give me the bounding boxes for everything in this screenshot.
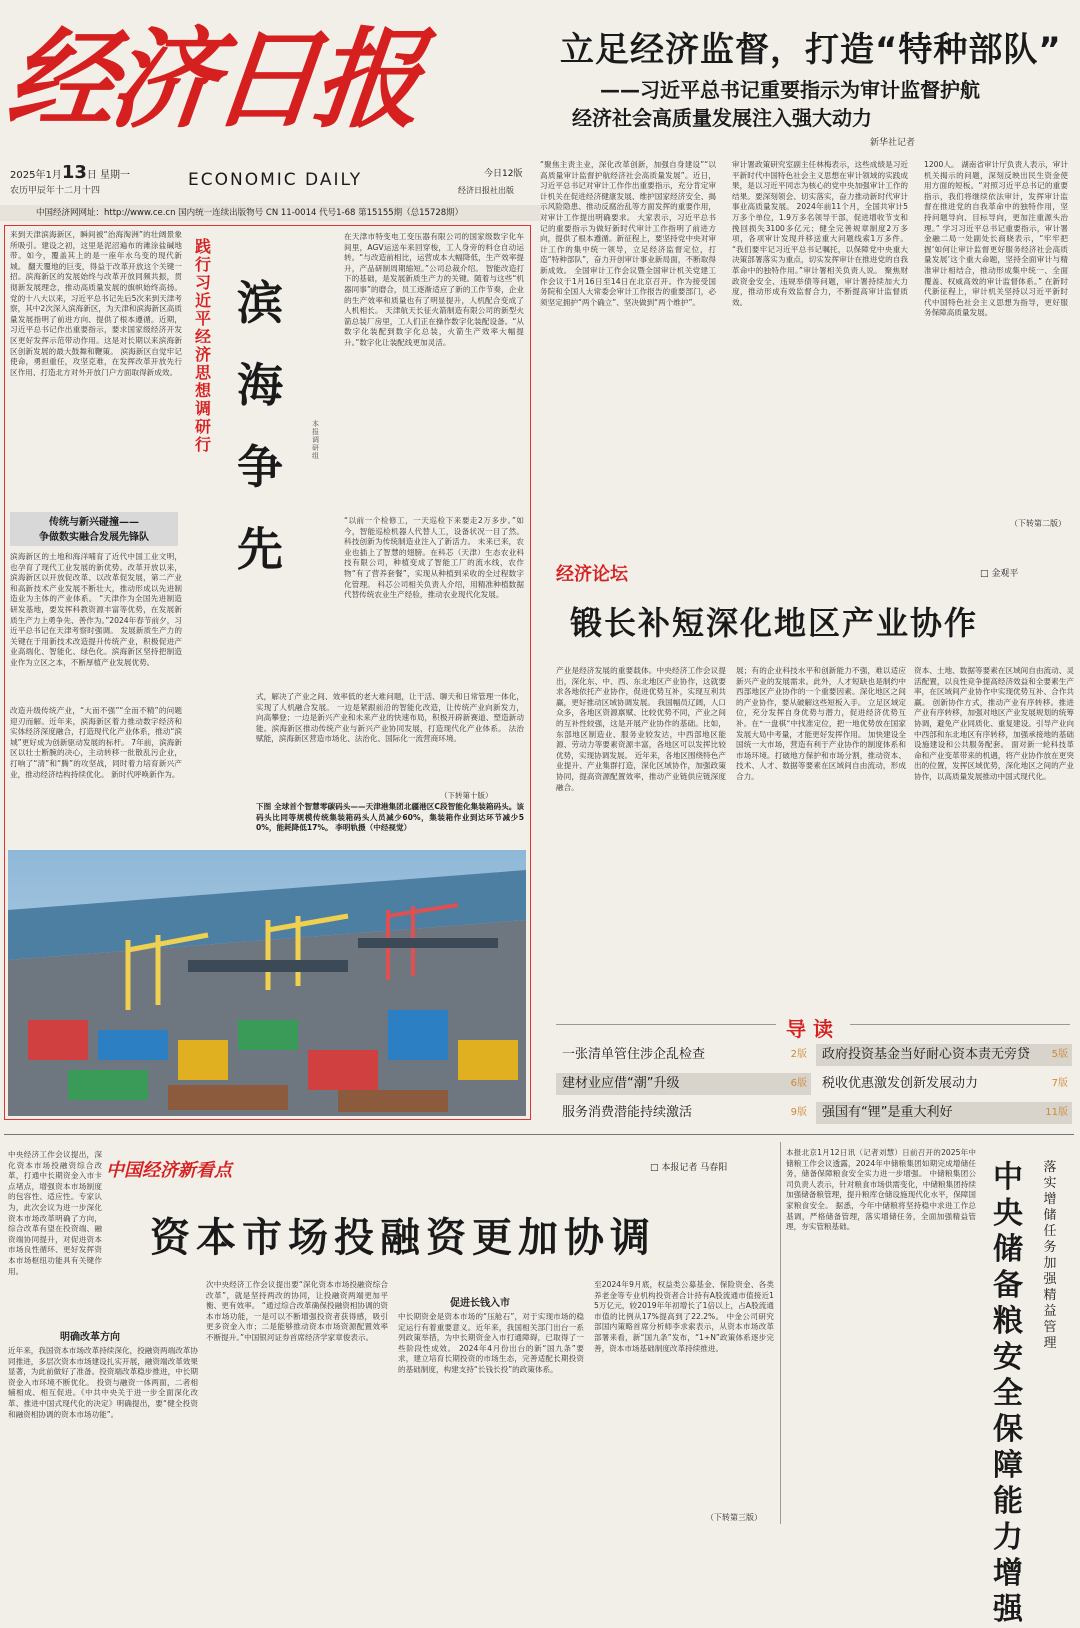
lead-column-3: 1200人。 湖南省审计厅负责人表示，审计机关揭示的问题，深刻反映出民生资金使用方面的短板。“对照习近平总书记的重要指示，我们将继续依法审计，发挥审计监督在推进党的自我革命中的独特作用，坚持问题导向、目标导向，更加注重源头治理。” 学习习近平总书记重要指示，审计署金融二局一处副处长商晓表示，“牢牢把握‘如何让审计监督更好服务经济社会高质量发展’这个重大命题，坚持全面审计与精准审计相结合，推动形成集中统一、全面覆盖、权威高效的审计监督体系。” 在新时代新征程上，审计机关坚持以习近平新时代中国特色社会主义思想为指导，更好服务保障高质量发展。 bbox=[924, 160, 1068, 318]
guide-item-page: 9版 bbox=[790, 1107, 807, 1118]
section-divider bbox=[4, 1134, 1074, 1135]
guide-item-text: 强国有“锂”是重大利好 bbox=[822, 1105, 953, 1120]
lunar-date: 农历甲辰年十二月十四 bbox=[10, 186, 101, 196]
guide-item-page: 2版 bbox=[790, 1049, 807, 1060]
guide-item-text: 服务消费潜能持续激活 bbox=[562, 1105, 693, 1120]
lead-byline: 新华社记者 bbox=[870, 138, 916, 148]
guide-item-text: 建材业应借“潮”升级 bbox=[562, 1076, 680, 1091]
feature-continue: （下转第十版） bbox=[440, 791, 493, 800]
newspaper-logo: 经济日报 bbox=[1, 17, 423, 143]
forum-column-3: 资本、土地、数据等要素在区域间自由流动、灵活配置，以良性竞争提高经济效益和全要素生产率，在区域间产业协作中实现优势互补、合作共赢。 创新协作方式，推动产业有序转移。推进产业有序转移，加强对地区产业发展规划的统筹协调，避免产业同质化、重复建设。引导产业向中西部和东北地区有序转移，加强承接地的基础设施建设和公共服务配套。 面对新一轮科技革命和产业变革带来的机遇，将产业协作放在更突出的位置，发挥区域优势，深化地区之间的产业协作，以高质量发展推动中国式现代化。 bbox=[914, 666, 1074, 781]
forum-label: 经济论坛 bbox=[556, 564, 628, 585]
guide-item-page: 11版 bbox=[1045, 1107, 1068, 1118]
guide-item[interactable] bbox=[816, 1044, 1072, 1066]
guide-title: 导 读 bbox=[786, 1017, 833, 1041]
guide-item-text: 政府投资基金当好耐心资本责无旁贷 bbox=[822, 1047, 1031, 1062]
date-month: 2025年1月 bbox=[10, 170, 62, 181]
date-day: 13 bbox=[61, 162, 87, 183]
photo-caption: 下图 全球首个智慧零碳码头——天津港集团北疆港区C段智能化集装箱码头。该码头比同等规模传统集装箱码头人员减少60%，集装箱作业到达环节减少50%，能耗降低17%。 李明轨摄（中经视觉） bbox=[256, 802, 524, 833]
guide-item-text: 税收优惠激发创新发展动力 bbox=[822, 1076, 979, 1091]
capital-section-label: 中国经济新看点 bbox=[106, 1160, 232, 1181]
capital-column-1: 近年来，我国资本市场改革持续深化，投融资两端改革协同推进，多层次资本市场建设扎实开展，融资端改革效果显著，为此前做好了准备。投资端改革稳步推进，中长期资金入市环境不断优化。 投资与融资一体两面，二者相辅相成、相互促进。《中共中央关于进一步全面深化改革、推进中国式现代化的决定》明确提出，要“健全投资和融资相协调的资本市场功能”。 bbox=[8, 1346, 198, 1419]
capital-subhead-2: 促进长钱入市 bbox=[450, 1298, 510, 1309]
english-name: ECONOMIC DAILY bbox=[188, 170, 363, 190]
feature-subhead-line-2: 争做数实融合发展先锋队 bbox=[39, 532, 149, 543]
guide-item[interactable] bbox=[556, 1044, 811, 1066]
capital-lead: 中央经济工作会议提出，深化资本市场投融资综合改革，打通中长期资金入市卡点堵点，增强资本市场制度的包容性、适应性。专家认为，此次会议为进一步深化资本市场改革明确了方向，综合改革有望在投资端、融资端协同提升，对促进资本市场良性循环、更好发挥资本市场枢纽功能具有关键作用。 bbox=[8, 1150, 102, 1276]
lead-continue: （下转第二版） bbox=[1010, 519, 1066, 528]
page-count: 今日12版 bbox=[484, 169, 523, 179]
forum-author: □ 金观平 bbox=[980, 569, 1019, 579]
lead-column-1: “聚焦主责主业，深化改革创新，加强自身建设”“以高质量审计监督护航经济社会高质量发展”。近日，习近平总书记对审计工作作出重要指示，充分肯定审计机关在促进经济健康发展、维护国家经济安全、揭示风险隐患、推动反腐治乱等方面发挥的重要作用，对审计工作提出明确要求。 大家表示，习近平总书记的重要指示为做好新时代审计工作指明了前进方向，提供了根本遵循。新征程上，要坚持党中央对审计工作的集中统一领导，立足经济监督定位，打造“特种部队”，奋力开创审计事业新局面，不断取得新成效。 全国审计工作会议暨全国审计机关党建工作会议于1月16日至14日在北京召开。作为接受国务院和全国人大常委会审计工作报告的重要部门，必须坚定拥护“两个确立”、坚决做到“两个维护”。 bbox=[540, 160, 716, 307]
capital-title[interactable]: 资本市场投融资更加协调 bbox=[150, 1215, 656, 1261]
guide-item[interactable] bbox=[816, 1073, 1072, 1095]
forum-column-1: 产业是经济发展的重要载体。中央经济工作会议提出，深化东、中、西、东北地区产业协作，这就要求各地依托产业协作，促进优势互补，实现互利共赢，更好推动区域协调发展。 我国幅员辽阔，人口众多，各地区资源禀赋、比较优势不同，产业之间的互补性较强，这是开展产业协作的基础。比如，东部地区制造业、服务业较发达，中西部地区能源、劳动力等要素资源丰富，各地区可以发挥比较优势，实现协调发展。 近年来，各地区围绕特色产业提升、产业集群打造，深化区域协作，加强政策协同，提高资源配置效率，推动产业链供应链深度融合。 bbox=[556, 666, 726, 792]
date-weekday: 日 星期一 bbox=[86, 170, 131, 181]
lead-subheadline-2: 经济社会高质量发展注入强大动力 bbox=[572, 106, 872, 130]
capital-continue: （下转第三版） bbox=[706, 1513, 762, 1522]
feature-column-2b: “以前一个检修工，一天巡检下来要走2万多步。”如今，智能巡检机器人代替人工，设备状况一目了然。科技创新为传统制造业注入了新活力。 未来已来，农业也插上了智慧的翅膀。在科芯（天津）生态农业科技有限公司，种植变成了智能工厂的流水线，农作物“有了营养套餐”，实现从种植到采收的全过程数字化管理。 科芯公司相关负责人介绍，用精准种植数据代替传统农业生产经验，推动农业现代化发展。 bbox=[344, 516, 524, 600]
feature-subhead-line-1: 传统与新兴碰撞—— bbox=[49, 517, 139, 528]
capital-author: □ 本报记者 马春阳 bbox=[650, 1163, 728, 1173]
feature-author: 本报调研组 bbox=[312, 420, 319, 460]
guide-item-page: 5版 bbox=[1051, 1049, 1068, 1060]
feature-title[interactable]: 滨海争先 bbox=[237, 276, 283, 576]
feature-column-2: 在天津市特变电工变压器有限公司的国家级数字化车间里，AGV运送车来回穿梭，工人身旁的料仓自动运转。“与改造前相比，运营成本大幅降低，生产效率提升，产品研制周期缩短。”公司总裁介绍。 智能改造打下的基础，是发展新质生产力的关键。随着与这些“机器同事”的磨合，员工逐渐适应了新的工作节奏，企业的生产效率和质量也有了明显提升，人机配合变成了人机相长。 天津航天长征火箭制造有限公司的新型火箭总装厂房里，工人们正在操作数字化装配设备。“从数字化装配到数字化总装，火箭生产效率大幅提升。”数字化让装配线更加灵活。 bbox=[344, 232, 524, 347]
feature-column-1: 来到天津滨海新区，瞬间被“治海淘洲”的壮阔景象所吸引。建设之初，这里是泥沼遍布的滩涂盐碱地带。如今，覆盖其上的是一座年水乌变的现代新城。 翻天覆地的巨变，得益于改革开放这个关键一招。滨海新区的发展始终与改革开放同频共振，贯彻新发展理念，推动高质量发展的旗帜始终高扬。 党的十八大以来，习近平总书记先后5次来到天津考察，其中2次深入滨海新区，为天津和滨海新区高质量发展指明了前进方向、提供了根本遵循。近期，习近平总书记作出重要指示，要求国家级经济开发区更好发挥示范带动作用。这是对长期以来滨海新区创新发展的最大鼓舞和鞭策。 滨海新区自觉牢记使命，勇担重任，攻坚克难，在发挥改革开放先行区作用、打造北方对外开放门户方面取得新成效。 bbox=[10, 230, 182, 377]
forum-column-2: 展；有的企业科技水平和创新能力不强，难以适应新兴产业的发展需求。此外，人才短缺也是制约中西部地区产业协作的一个重要因素。深化地区之间的产业协作，要从破解这些短板入手。 立足区域定位，充分发挥自身优势与潜力，促进经济优势互补。在“一盘棋”中找准定位，把一地优势放在国家发展大局中考量，才能更好发挥作用。 加快建设全国统一大市场，营造有利于产业协作的制度体系和市场环境。打破地方保护和市场分割，推动资本、技术、人才、数据等要素在区域间自由流动，形成合力。 bbox=[736, 666, 906, 781]
publisher: 经济日报社出版 bbox=[458, 186, 514, 195]
grain-title[interactable]: 中央储备粮安全保障能力增强 bbox=[993, 1160, 1023, 1627]
port-photo bbox=[8, 850, 526, 1116]
lead-subheadline: ——习近平总书记重要指示为审计监督护航 bbox=[600, 78, 980, 102]
capital-column-2: 次中央经济工作会议提出要“深化资本市场投融资综合改革”，就是坚持两改的协同，让投融资两端更加平衡、更有效率。 “通过综合改革确保投融资相协调的资本市场功能，一是可以不断增强投资者获得感，吸引更多资金入市；二是能够推动资本市场资源配置效率不断提升。”中国银河证券首席经济学家章俊表示。 bbox=[206, 1280, 388, 1342]
feature-column-1b: 滨海新区的土地和海洋哺育了近代中国工业文明，也孕育了现代工业发展的新优势。改革开放以来，滨海新区以开放促改革、以改革促发展，第二产业和高新技术产业发展不断壮大，推动形成以先进制造业为主体的产业体系。 “天津作为全国先进制造研发基地，要发挥科教资源丰富等优势，在发展新质生产力上勇争先、善作为。”2024年春节前夕，习近平总书记在天津考察时强调。 发展新质生产力的关键在于用新技术改造提升传统产业，积极促进产业高端化、智能化、绿色化。滨海新区坚持把制造业作为立区之本，不断厚植产业发展优势。 bbox=[10, 552, 182, 667]
feature-kicker: 践行习近平经济思想调研行 bbox=[194, 237, 211, 454]
guide-item-text: 一张清单管住涉企乱检查 bbox=[562, 1047, 706, 1062]
publication-info-bar: 中国经济网网址：http://www.ce.cn 国内统一连续出版物号 CN 11-0014 代号1-68 第15155期（总15728期） bbox=[0, 205, 540, 221]
grain-divider bbox=[780, 1142, 781, 1524]
feature-subhead bbox=[10, 512, 178, 546]
guide-item-page: 6版 bbox=[790, 1078, 807, 1089]
forum-title[interactable]: 锻长补短深化地区产业协作 bbox=[570, 604, 979, 642]
lead-column-2: 审计署政策研究室副主任林梅表示，这些成绩是习近平新时代中国特色社会主义思想在审计领域的实践成果，是以习近平同志为核心的党中央加强审计工作的结果。要深刻领会、切实落实，奋力推动新时代审计事业高质量发展。 2024年前11个月，全国共审计5万多个单位，1.9万多名领导干部，促进增收节支和挽回损失3100多亿元；健全完善规章制度2万多项，各项审计发现并移送重大问题线索1万多件。 “我们要牢记习近平总书记嘱托，以保障党中央重大决策部署落实为重点，切实发挥审计在推进党的自我革命中的独特作用。”审计署相关负责人说。 聚焦财政资金安全、违规举债等问题，审计署持续加大力度，推动形成有效监督合力，不断提高审计监督质效。 bbox=[732, 160, 908, 307]
grain-text: 本报北京1月12日讯（记者刘慧）日前召开的2025年中储粮工作会议透露，2024年中储粮集团如期完成增储任务，储备保障粮食安全实力进一步增强。 中储粮集团公司负责人表示，针对粮食市场供需变化，中储粮集团持续加强储备粮管理，提升粮库仓储设施现代化水平，保障国家粮食安全。 据悉，今年中储粮将坚持稳中求进工作总基调，严格储备管理，落实增储任务，全面加强精益管理，夯实管粮基础。 bbox=[786, 1148, 976, 1232]
capital-column-3: 中长期资金是资本市场的“压舱石”，对于实现市场的稳定运行有着重要意义。近年来，我国相关部门出台一系列政策举措，为中长期资金入市打通障碍，已取得了一些阶段性成效。 2024年4月份出台的新“国九条”要求，建立培育长期投资的市场生态，完善适配长期投资的基础制度，构建支持“长钱长投”的政策体系。 bbox=[398, 1312, 584, 1374]
guide-item[interactable] bbox=[556, 1102, 811, 1124]
guide-item[interactable] bbox=[816, 1102, 1072, 1124]
lead-headline[interactable]: 立足经济监督，打造“特种部队” bbox=[560, 30, 1062, 70]
capital-column-4: 至2024年9月底，权益类公募基金、保险资金、各类养老金等专业机构投资者合计持有A股流通市值接近15万亿元，较2019年年初增长了1倍以上，占A股流通市值的比例从17%提高到了22.2%。 中金公司研究部国内策略首席分析师李求索表示，从资本市场改革部署来看，新“国九条”发布，“1+N”政策体系逐步完善，资本市场基础制度改革持续推进。 bbox=[594, 1280, 774, 1353]
feature-column-1c: 改造升级传统产业，“大而不强”“全而不精”的问题迎刃而解。近年来，滨海新区着力推动数字经济和实体经济深度融合，打造现代化产业体系，推动“滨城”更好成为创新驱动发展的标杆。 7年前，滨海新区以壮士断腕的决心，主动转移一批散乱污企业，打响了“清”和“腾”的攻坚战，同时着力培育新兴产业，推动经济结构持续优化。 新时代呼唤新作为。 bbox=[10, 706, 182, 779]
guide-item[interactable] bbox=[556, 1073, 811, 1095]
guide-item-page: 7版 bbox=[1051, 1078, 1068, 1089]
feature-column-2c: 式，解决了产业之间、效率低的老大难问题，让干活、聊天和日常管理一体化，实现了人机融合发展。 一边是紧跟前沿的智能化改造，让传统产业向新发力，向高攀登；一边是新兴产业和未来产业的快速布局，积极开辟新赛道、塑造新动能。滨海新区推动传统产业与新兴产业协同发展，打造现代化产业体系。 法治赋能，滨海新区营造市场化、法治化、国际化一流营商环境。 bbox=[256, 692, 524, 744]
capital-subhead-1: 明确改革方向 bbox=[60, 1332, 120, 1343]
issue-date bbox=[10, 162, 130, 183]
guide-rule-right bbox=[850, 1024, 1070, 1025]
grain-subtitle: 落实增储任务 加强精益管理 bbox=[1043, 1160, 1057, 1351]
container-terminal-image bbox=[8, 850, 526, 1116]
guide-rule-left bbox=[556, 1024, 776, 1025]
